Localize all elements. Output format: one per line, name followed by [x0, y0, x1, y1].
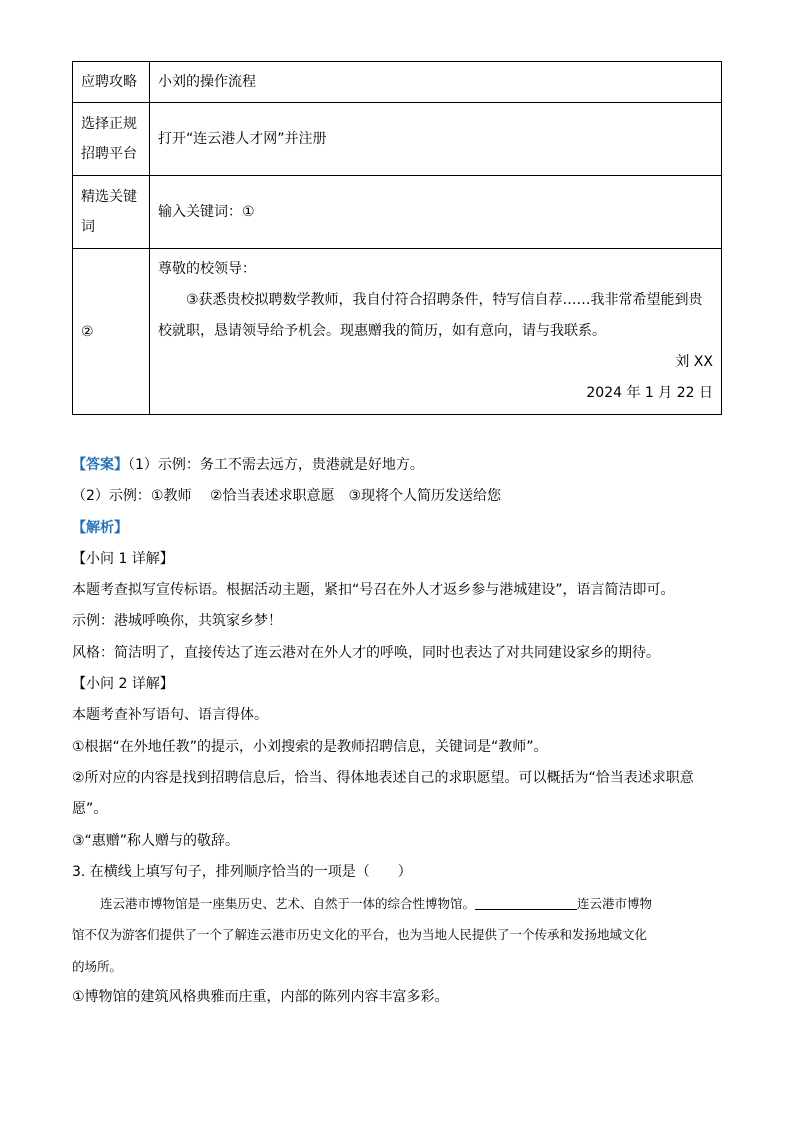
passage-line: 的场所。 [72, 958, 123, 974]
passage-line: 馆不仅为游客们提供了一个了解连云港市历史文化的平台，也为当地人民提供了一个传承和发扬地域文化 [72, 927, 648, 943]
letter-signature: 刘 XX [675, 354, 713, 370]
q2-line: 本题考查补写语句、语言得体。 [72, 707, 268, 724]
header-right-label: 小刘的操作流程 [158, 74, 256, 90]
row2-left-line-a: 选择正规 [81, 116, 137, 132]
q2-line: ③“惠赠”称人赠与的敬辞。 [72, 832, 240, 849]
table-cell [150, 62, 722, 103]
q2-line: ②所对应的内容是找到招聘信息后，恰当、得体地表述自己的求职愿望。可以概括为“恰当表述求职意 [72, 769, 694, 786]
answer-tag: 【答案】 [72, 457, 128, 473]
answer-line-1 [72, 450, 722, 481]
table-cell [150, 176, 722, 249]
q1-line: 示例：港城呼唤你，共筑家乡梦！ [72, 613, 282, 630]
passage-text: 连云港市博物 [577, 896, 653, 912]
question3-option: ①博物馆的建筑风格典雅而庄重，内部的陈列内容丰富多彩。 [72, 989, 449, 1006]
answer-line-2: （2）示例：①教师 ②恰当表述求职意愿 ③现将个人简历发送给您 [72, 488, 502, 505]
answer-analysis-section [72, 450, 722, 1013]
table-row [73, 62, 722, 103]
question3-passage [72, 888, 722, 982]
table-row [73, 249, 722, 415]
cover-letter [158, 254, 713, 409]
q2-line: 愿”。 [72, 801, 108, 818]
table-cell [73, 103, 150, 176]
table-row [73, 176, 722, 249]
answer-text: （1）示例：务工不需去远方，贵港就是好地方。 [128, 457, 424, 473]
passage-line [72, 888, 722, 919]
letter-body-line: 校就职，恳请领导给予机会。现惠赠我的简历，如有意向，请与我联系。 [158, 323, 606, 339]
table-cell [73, 62, 150, 103]
row2-right-text: 打开“连云港人才网”并注册 [158, 131, 327, 147]
header-left-label: 应聘攻略 [81, 74, 137, 90]
q1-tag: 【小问 1 详解】 [72, 550, 174, 567]
q1-line: 风格：简洁明了，直接传达了连云港对在外人才的呼唤，同时也表达了对共同建设家乡的期待。 [72, 644, 660, 661]
table-cell [73, 176, 150, 249]
q2-line: ①根据“在外地任教”的提示，小刘搜索的是教师招聘信息，关键词是“教师”。 [72, 738, 548, 755]
row3-right-text: 输入关键词：① [158, 204, 255, 220]
table-row [73, 103, 722, 176]
question3-stem: 3. 在横线上填写句子，排列顺序恰当的一项是（ ） [72, 863, 412, 880]
table-cell [150, 249, 722, 415]
analysis-tag: 【解析】 [72, 519, 128, 536]
row2-left-line-b: 招聘平台 [81, 146, 137, 162]
row4-left-text: ② [81, 323, 94, 340]
strategy-table [72, 61, 722, 415]
q1-line: 本题考查拟写宣传标语。根据活动主题，紧扣“号召在外人才返乡参与港城建设”，语言简洁即可。 [72, 582, 675, 599]
table-cell [150, 103, 722, 176]
letter-date: 2024 年 1 月 22 日 [586, 385, 713, 401]
table-cell [73, 249, 150, 415]
passage-text: 连云港市博物馆是一座集历史、艺术、自然于一体的综合性博物馆。 [100, 896, 476, 912]
row3-left-line-b: 词 [81, 219, 95, 235]
q2-tag: 【小问 2 详解】 [72, 676, 174, 693]
fill-blank [475, 895, 577, 910]
letter-body-line: ③获悉贵校拟聘数学教师，我自付符合招聘条件，特写信自荐……我非常希望能到贵 [186, 292, 703, 308]
row3-left-line-a: 精选关键 [81, 189, 137, 205]
letter-greeting: 尊敬的校领导： [158, 261, 256, 277]
